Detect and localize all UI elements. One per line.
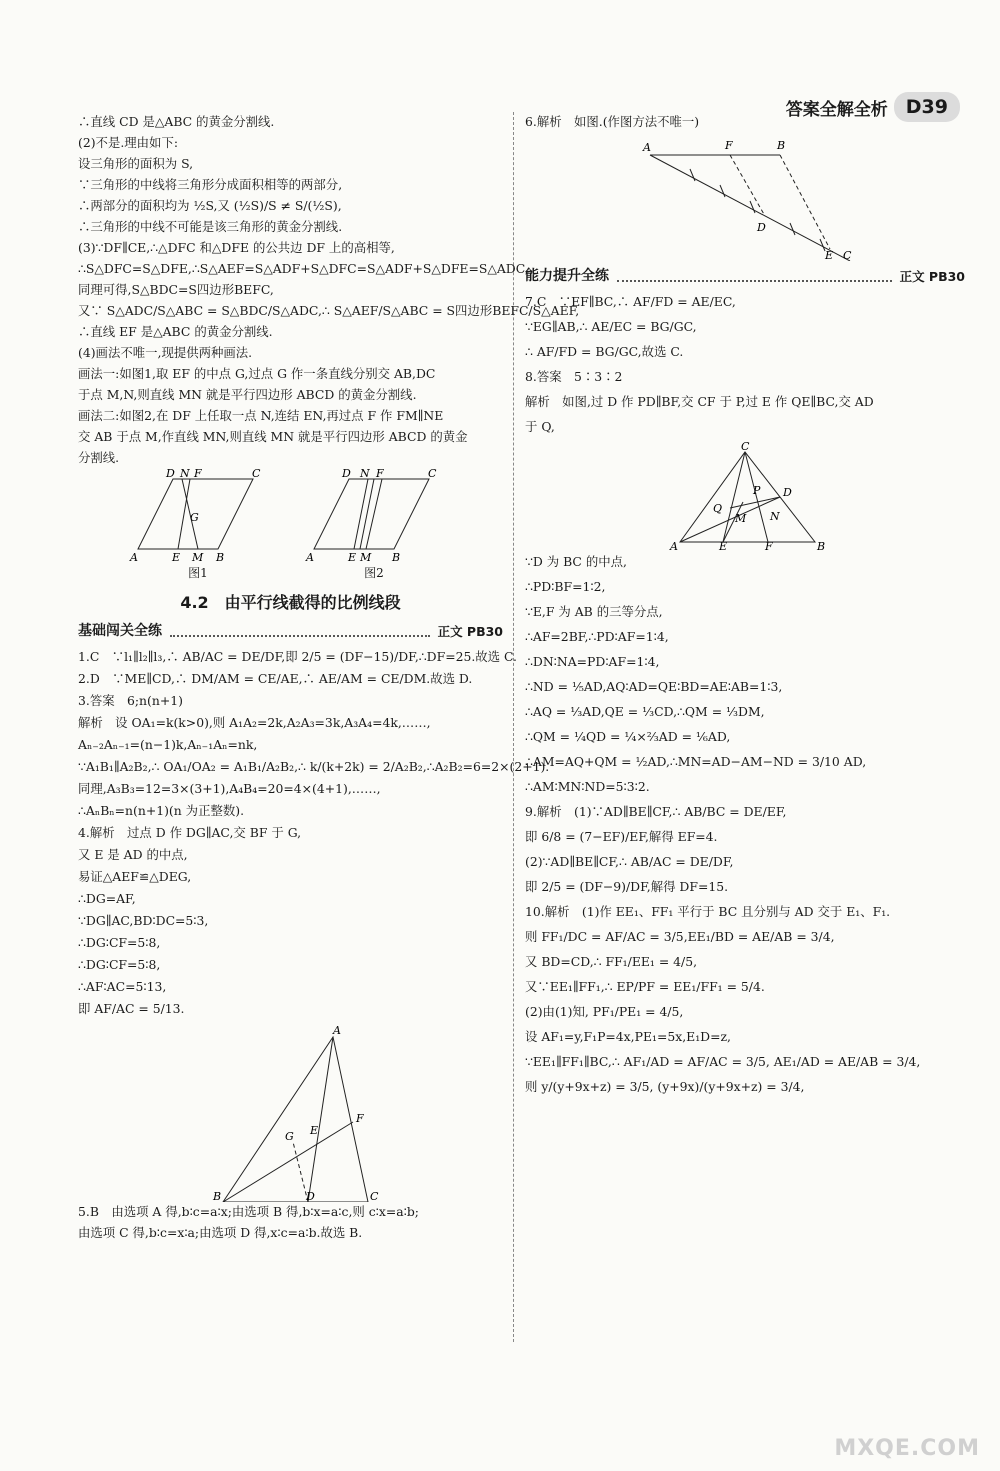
svg-text:A: A	[670, 540, 678, 552]
text-line: (3)∵DF∥CE,∴△DFC 和△DFE 的公共边 DF 上的高相等,	[78, 240, 395, 255]
svg-text:E: E	[172, 551, 181, 564]
text-line: 解析 设 OA₁=k(k>0),则 A₁A₂=2k,A₂A₃=3k,A₃A₄=4k,……,	[78, 715, 431, 730]
svg-text:E: E	[310, 1124, 319, 1137]
text-line: ∴AM∶MN∶ND=5∶3∶2.	[525, 779, 650, 794]
text-line: 2.D ∵ME∥CD,∴ DM/AM = CE/AE,∴ AE/AM = CE/DM.故选 D.	[78, 671, 473, 686]
text-line: ∴AF=2BF,∴PD∶AF=1∶4,	[525, 629, 669, 644]
svg-text:B: B	[817, 540, 826, 552]
text-line: 画法二:如图2,在 DF 上任取一点 N,连结 EN,再过点 F 作 FM∥NE	[78, 408, 444, 423]
text-line: ∴DG∶CF=5∶8,	[78, 957, 161, 972]
text-line: 4.解析 过点 D 作 DG∥AC,交 BF 于 G,	[78, 825, 302, 840]
parallelogram-figures	[128, 469, 503, 583]
svg-text:G: G	[285, 1130, 294, 1143]
text-line: ∵EG∥AB,∴ AE/EC = BG/GC,	[525, 319, 697, 334]
svg-text:C: C	[252, 469, 261, 480]
text-line: (2)∵AD∥BE∥CF,∴ AB/AC = DE/DF,	[525, 854, 734, 869]
triangle-figure-q4	[78, 1022, 498, 1202]
text-line: 9.解析 (1)∵AD∥BE∥CF,∴ AB/BC = DE/EF,	[525, 804, 787, 819]
text-line: ∴AM=AQ+QM = ½AD,∴MN=AD−AM−ND = 3/10 AD,	[525, 754, 867, 769]
text-line: ∵A₁B₁∥A₂B₂,∴ OA₁/OA₂ = A₁B₁/A₂B₂,∴ k/(k+2k) = 2/A₂B₂,∴A₂B₂=6=2×(2+1).	[78, 759, 550, 774]
text-line: Aₙ₋₂Aₙ₋₁=(n−1)k,Aₙ₋₁Aₙ=nk,	[78, 737, 258, 752]
svg-text:D: D	[306, 1190, 315, 1202]
bar-ref: 正文 PB30	[437, 624, 503, 639]
text-line: 又∵ S△ADC/S△ABC = S△BDC/S△ADC,∴ S△AEF/S△ABC = S四边形BEFC/S△AEF,	[78, 303, 580, 318]
text-line: (4)画法不唯一,现提供两种画法.	[78, 345, 253, 360]
text-line: ∴两部分的面积均为 ½S,又 (½S)/S ≠ S/(½S),	[78, 198, 342, 213]
text-line: 10.解析 (1)作 EE₁、FF₁ 平行于 BC 且分别与 AD 交于 E₁、F₁.	[525, 904, 891, 919]
svg-text:B: B	[216, 551, 225, 564]
bar-dots	[617, 272, 892, 282]
svg-text:D: D	[757, 221, 766, 234]
text-line: 解析 如图,过 D 作 PD∥BF,交 CF 于 P,过 E 作 QE∥BC,交 AD	[525, 394, 874, 409]
text-line: ∵DG∥AC,BD∶DC=5∶3,	[78, 913, 209, 928]
right-column	[525, 112, 965, 1102]
text-line: 于点 M,N,则直线 MN 就是平行四边形 ABCD 的黄金分割线.	[78, 387, 417, 402]
text-line: ∵三角形的中线将三角形分成面积相等的两部分,	[78, 177, 343, 192]
text-line: 5.B 由选项 A 得,b∶c=a∶x;由选项 B 得,b∶x=a∶c,则 c∶x=a∶b;	[78, 1204, 419, 1219]
text-line: 由选项 C 得,b∶c=x∶a;由选项 D 得,x∶c=a∶b.故选 B.	[78, 1225, 363, 1240]
text-line: (2)不是.理由如下:	[78, 135, 179, 150]
construction-figure-q6	[525, 131, 955, 261]
figure-1-caption: 图1	[188, 566, 208, 580]
bar-label: 能力提升全练	[525, 268, 609, 284]
text-line: ∴直线 EF 是△ABC 的黄金分割线.	[78, 324, 273, 339]
text-line: 易证△AEF≌△DEG,	[78, 869, 192, 884]
svg-text:P: P	[753, 484, 761, 497]
text-line: 3.答案 6;n(n+1)	[78, 693, 183, 708]
text-line: ∵E,F 为 AB 的三等分点,	[525, 604, 663, 619]
svg-text:Q: Q	[713, 502, 723, 515]
svg-text:N: N	[360, 469, 370, 480]
svg-text:M: M	[192, 551, 204, 564]
text-line: 6.解析 如图.(作图方法不唯一)	[525, 114, 700, 129]
svg-text:A: A	[333, 1024, 341, 1037]
text-line: ∴直线 CD 是△ABC 的黄金分割线.	[78, 114, 275, 129]
svg-text:C: C	[741, 442, 750, 453]
text-line: ∴DN∶NA=PD∶AF=1∶4,	[525, 654, 660, 669]
svg-text:D: D	[166, 469, 175, 480]
text-line: 于 Q,	[525, 419, 555, 434]
text-line: 即 AF/AC = 5/13.	[78, 1001, 185, 1016]
svg-text:E: E	[825, 249, 834, 261]
watermark: MXQE.COM	[834, 1436, 980, 1461]
text-line: 同理可得,S△BDC=S四边形BEFC,	[78, 282, 274, 297]
svg-text:E: E	[348, 551, 357, 564]
text-line: 交 AB 于点 M,作直线 MN,则直线 MN 就是平行四边形 ABCD 的黄金	[78, 429, 468, 444]
svg-text:A: A	[306, 551, 314, 564]
text-line: 即 2/5 = (DF−9)/DF,解得 DF=15.	[525, 879, 729, 894]
text-line: ∴三角形的中线不可能是该三角形的黄金分割线.	[78, 219, 343, 234]
svg-text:M: M	[735, 512, 747, 525]
svg-text:C: C	[370, 1190, 379, 1202]
text-line: 设三角形的面积为 S,	[78, 156, 194, 171]
section-bar-advanced	[525, 267, 965, 286]
svg-text:C: C	[843, 249, 852, 261]
text-line: 又 E 是 AD 的中点,	[78, 847, 188, 862]
svg-text:F: F	[194, 469, 202, 480]
figure-1	[128, 469, 268, 564]
text-line: ∴DG∶CF=5∶8,	[78, 935, 161, 950]
text-line: 7.C ∵EF∥BC,∴ AF/FD = AE/EC,	[525, 294, 736, 309]
text-line: ∴QM = ¼QD = ¼×⅔AD = ⅙AD,	[525, 729, 731, 744]
text-line: ∴PD∶BF=1∶2,	[525, 579, 606, 594]
svg-text:E: E	[719, 540, 728, 552]
text-line: 同理,A₃B₃=12=3×(3+1),A₄B₄=20=4×(4+1),……,	[78, 781, 381, 796]
triangle-figure-q8	[525, 442, 955, 552]
bar-ref: 正文 PB30	[899, 269, 965, 284]
text-line: (2)由(1)知, PF₁/PE₁ = 4/5,	[525, 1004, 684, 1019]
section-bar-basic	[78, 622, 503, 641]
figure-2	[304, 469, 444, 564]
section-title: 4.2 由平行线截得的比例线段	[180, 593, 401, 612]
svg-text:F: F	[376, 469, 384, 480]
text-line: ∴ND = ⅕AD,AQ∶AD=QE∶BD=AE∶AB=1∶3,	[525, 679, 783, 694]
text-line: 画法一:如图1,取 EF 的中点 G,过点 G 作一条直线分别交 AB,DC	[78, 366, 436, 381]
svg-text:C: C	[428, 469, 437, 480]
svg-text:F: F	[765, 540, 773, 552]
bar-dots	[170, 627, 430, 637]
header-title: 答案全解全析	[785, 99, 888, 120]
text-line: 则 y/(y+9x+z) = 3/5, (y+9x)/(y+9x+z) = 3/4,	[525, 1079, 805, 1094]
text-line: 1.C ∵l₁∥l₂∥l₃,∴ AB/AC = DE/DF,即 2/5 = (DF−15)/DF,∴DF=25.故选 C.	[78, 649, 517, 664]
svg-text:B: B	[213, 1190, 222, 1202]
svg-text:N: N	[770, 510, 780, 523]
svg-text:A: A	[130, 551, 138, 564]
svg-text:N: N	[180, 469, 190, 480]
svg-text:M: M	[360, 551, 372, 564]
text-line: 又 BD=CD,∴ FF₁/EE₁ = 4/5,	[525, 954, 698, 969]
text-line: 设 AF₁=y,F₁P=4x,PE₁=5x,E₁D=z,	[525, 1029, 731, 1044]
text-line: 分割线.	[78, 450, 120, 465]
svg-text:F: F	[356, 1112, 364, 1125]
text-line: 8.答案 5∶3∶2	[525, 369, 623, 384]
text-line: ∴AF∶AC=5∶13,	[78, 979, 167, 994]
svg-text:D: D	[783, 486, 792, 499]
text-line: 即 6/8 = (7−EF)/EF,解得 EF=4.	[525, 829, 718, 844]
text-line: 又∵EE₁∥FF₁,∴ EP/PF = EE₁/FF₁ = 5/4.	[525, 979, 765, 994]
text-line: 则 FF₁/DC = AF/AC = 3/5,EE₁/BD = AE/AB = 3/4,	[525, 929, 835, 944]
svg-text:G: G	[190, 511, 199, 524]
svg-text:D: D	[342, 469, 351, 480]
figure-2-caption: 图2	[364, 566, 384, 580]
svg-text:A: A	[643, 141, 651, 154]
page-number: D39	[894, 92, 960, 122]
bar-label: 基础闯关全练	[78, 623, 162, 639]
text-line: ∴ AF/FD = BG/GC,故选 C.	[525, 344, 684, 359]
text-line: ∴DG=AF,	[78, 891, 136, 906]
text-line: ∴S△DFC=S△DFE,∴S△AEF=S△ADF+S△DFC=S△ADF+S△DFE=S△ADC,	[78, 261, 529, 276]
text-line: ∵D 为 BC 的中点,	[525, 554, 627, 569]
text-line: ∵EE₁∥FF₁∥BC,∴ AF₁/AD = AF/AC = 3/5, AE₁/AD = AE/AB = 3/4,	[525, 1054, 921, 1069]
text-line: ∴AₙBₙ=n(n+1)(n 为正整数).	[78, 803, 245, 818]
svg-text:B: B	[777, 139, 786, 152]
svg-text:B: B	[392, 551, 401, 564]
column-divider	[513, 112, 515, 1342]
svg-text:F: F	[725, 139, 733, 152]
text-line: ∴AQ = ⅓AD,QE = ⅓CD,∴QM = ⅓DM,	[525, 704, 765, 719]
